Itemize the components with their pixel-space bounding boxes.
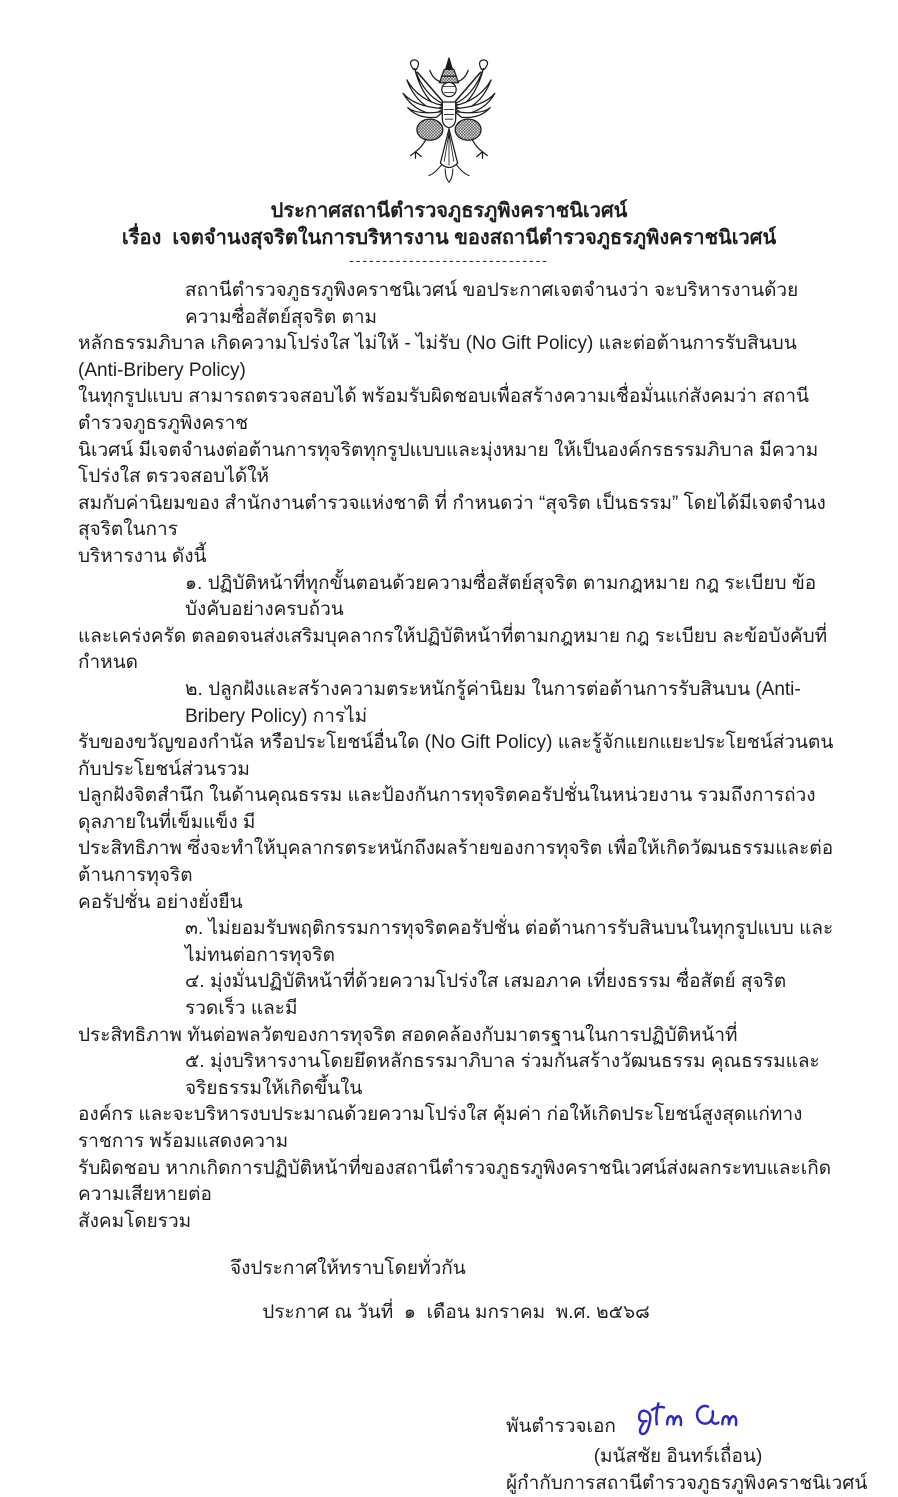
body-line: ๕. มุ่งบริหารงานโดยยึดหลักธรรมาภิบาล ร่วมกันสร้างวัฒนธรรม คุณธรรมและจริยธรรมให้เกิดขึ้นใน xyxy=(185,1051,820,1099)
closing-statement: จึงประกาศให้ทราบโดยทั่วกัน xyxy=(230,1258,466,1280)
body-line: สังคมโดยรวม xyxy=(78,1210,192,1232)
paragraph-intro xyxy=(78,278,834,571)
paragraph-item-5 xyxy=(78,1049,834,1235)
title-line-2: เรื่อง เจตจำนงสุจริตในการบริหารงาน ของสถานีตำรวจภูธรภูพิงคราชนิเวศน์ xyxy=(121,227,777,249)
garuda-emblem-icon xyxy=(391,56,507,190)
emblem-container xyxy=(0,0,898,190)
body-line: ในทุกรูปแบบ สามารถตรวจสอบได้ พร้อมรับผิดชอบเพื่อสร้างความเชื่อมั่นแก่สังคมว่า สถานีตำรวจภูธรภูพิงคราช xyxy=(78,386,810,434)
body-line: สถานีตำรวจภูธรภูพิงคราชนิเวศน์ ขอประกาศเจตจำนงว่า จะบริหารงานด้วยความซื่อสัตย์สุจริต ตาม xyxy=(185,280,799,328)
signature-block xyxy=(506,1396,868,1497)
announcement-date: ประกาศ ณ วันที่ ๑ เดือน มกราคม พ.ศ. ๒๕๖๘ xyxy=(262,1302,650,1324)
body-line: ๑. ปฏิบัติหน้าที่ทุกขั้นตอนด้วยความซื่อสัตย์สุจริต ตามกฎหมาย กฎ ระเบียบ ข้อบังคับอย่างครบถ้วน xyxy=(185,572,817,621)
document-body xyxy=(0,268,898,1497)
body-line: หลักธรรมภิบาล เกิดความโปร่งใส ไม่ให้ - ไม่รับ (No Gift Policy) และต่อต้านการรับสินบน (Anti-Bribery Policy) xyxy=(78,333,802,381)
signer-position: ผู้กำกับการสถานีตำรวจภูธรภูพิงคราชนิเวศน์ xyxy=(506,1473,868,1495)
body-line: ประสิทธิภาพ ซึ่งจะทำให้บุคลากรตระหนักถึงผลร้ายของการทุจริต เพื่อให้เกิดวัฒนธรรมและต่อต้านการทุจริต xyxy=(78,838,834,887)
body-line: ๓. ไม่ยอมรับพฤติกรรมการทุจริตคอรัปชั่น ต่อต้านการรับสินบนในทุกรูปแบบ และไม่ทนต่อการทุจริต xyxy=(185,918,834,966)
signer-name: (มนัสชัย อินทร์เถื่อน) xyxy=(593,1446,763,1468)
body-line: บริหารงาน ดังนี้ xyxy=(78,545,207,567)
document-title xyxy=(0,198,898,252)
paragraph-item-1 xyxy=(78,571,834,677)
signer-rank: พันตำรวจเอก xyxy=(506,1416,616,1438)
signature-row xyxy=(506,1396,850,1440)
title-line-1: ประกาศสถานีตำรวจภูธรภูพิงคราชนิเวศน์ xyxy=(270,200,628,222)
body-line: ประสิทธิภาพ ทันต่อพลวัตของการทุจริต สอดคล้องกับมาตรฐานในการปฏิบัติหน้าที่ xyxy=(78,1024,738,1046)
body-line: ๒. ปลูกฝังและสร้างความตระหนักรู้ค่านิยม ในการต่อต้านการรับสินบน (Anti-Bribery Policy) การไม่ xyxy=(185,678,801,727)
body-line: คอรัปชั่น อย่างยั่งยืน xyxy=(78,891,243,913)
paragraph-item-3 xyxy=(78,916,834,969)
title-divider: ------------------------------ xyxy=(349,252,549,268)
body-line: สมกับค่านิยมของ สำนักงานตำรวจแห่งชาติ ที่ กำหนดว่า “สุจริต เป็นธรรม” โดยได้มีเจตจำนงสุจริตในการ xyxy=(78,492,826,541)
body-line: รับผิดชอบ หากเกิดการปฏิบัติหน้าที่ของสถานีตำรวจภูธรภูพิงคราชนิเวศน์ส่งผลกระทบและเกิดความเสียหายต่อ xyxy=(78,1157,832,1206)
body-line: รับของขวัญของกำนัล หรือประโยชน์อื่นใด (No Gift Policy) และรู้จักแยกแยะประโยชน์ส่วนตนกับประโยชน์ส่วนรวม xyxy=(78,732,834,780)
paragraph-item-4 xyxy=(78,969,834,1049)
body-line: องค์กร และจะบริหารงบประมาณด้วยความโปร่งใส คุ้มค่า ก่อให้เกิดประโยชน์สูงสุดแก่ทางราชการ พร้อมแสดงความ xyxy=(78,1104,803,1152)
body-line: นิเวศน์ มีเจตจำนงต่อต้านการทุจริตทุกรูปแบบและมุ่งหมาย ให้เป็นองค์กรธรรมภิบาล มีความโปร่งใส ตรวจสอบได้ให้ xyxy=(78,439,819,488)
handwritten-signature-icon xyxy=(632,1396,752,1438)
body-line: ๔. มุ่งมั่นปฏิบัติหน้าที่ด้วยความโปร่งใส เสมอภาค เที่ยงธรรม ซื่อสัตย์ สุจริต รวดเร็ว และมี xyxy=(185,971,792,1020)
body-line: ปลูกฝังจิตสำนึก ในด้านคุณธรรม และป้องกันการทุจริตคอรัปชั่นในหน่วยงาน รวมถึงการถ่วงดุลภายในที่เข็มแข็ง มี xyxy=(78,785,816,833)
paragraph-item-2 xyxy=(78,677,834,916)
body-line: และเคร่งครัด ตลอดจนส่งเสริมบุคลากรให้ปฏิบัติหน้าที่ตามกฎหมาย กฎ ระเบียบ ละข้อบังคับที่กำหนด xyxy=(78,625,828,674)
